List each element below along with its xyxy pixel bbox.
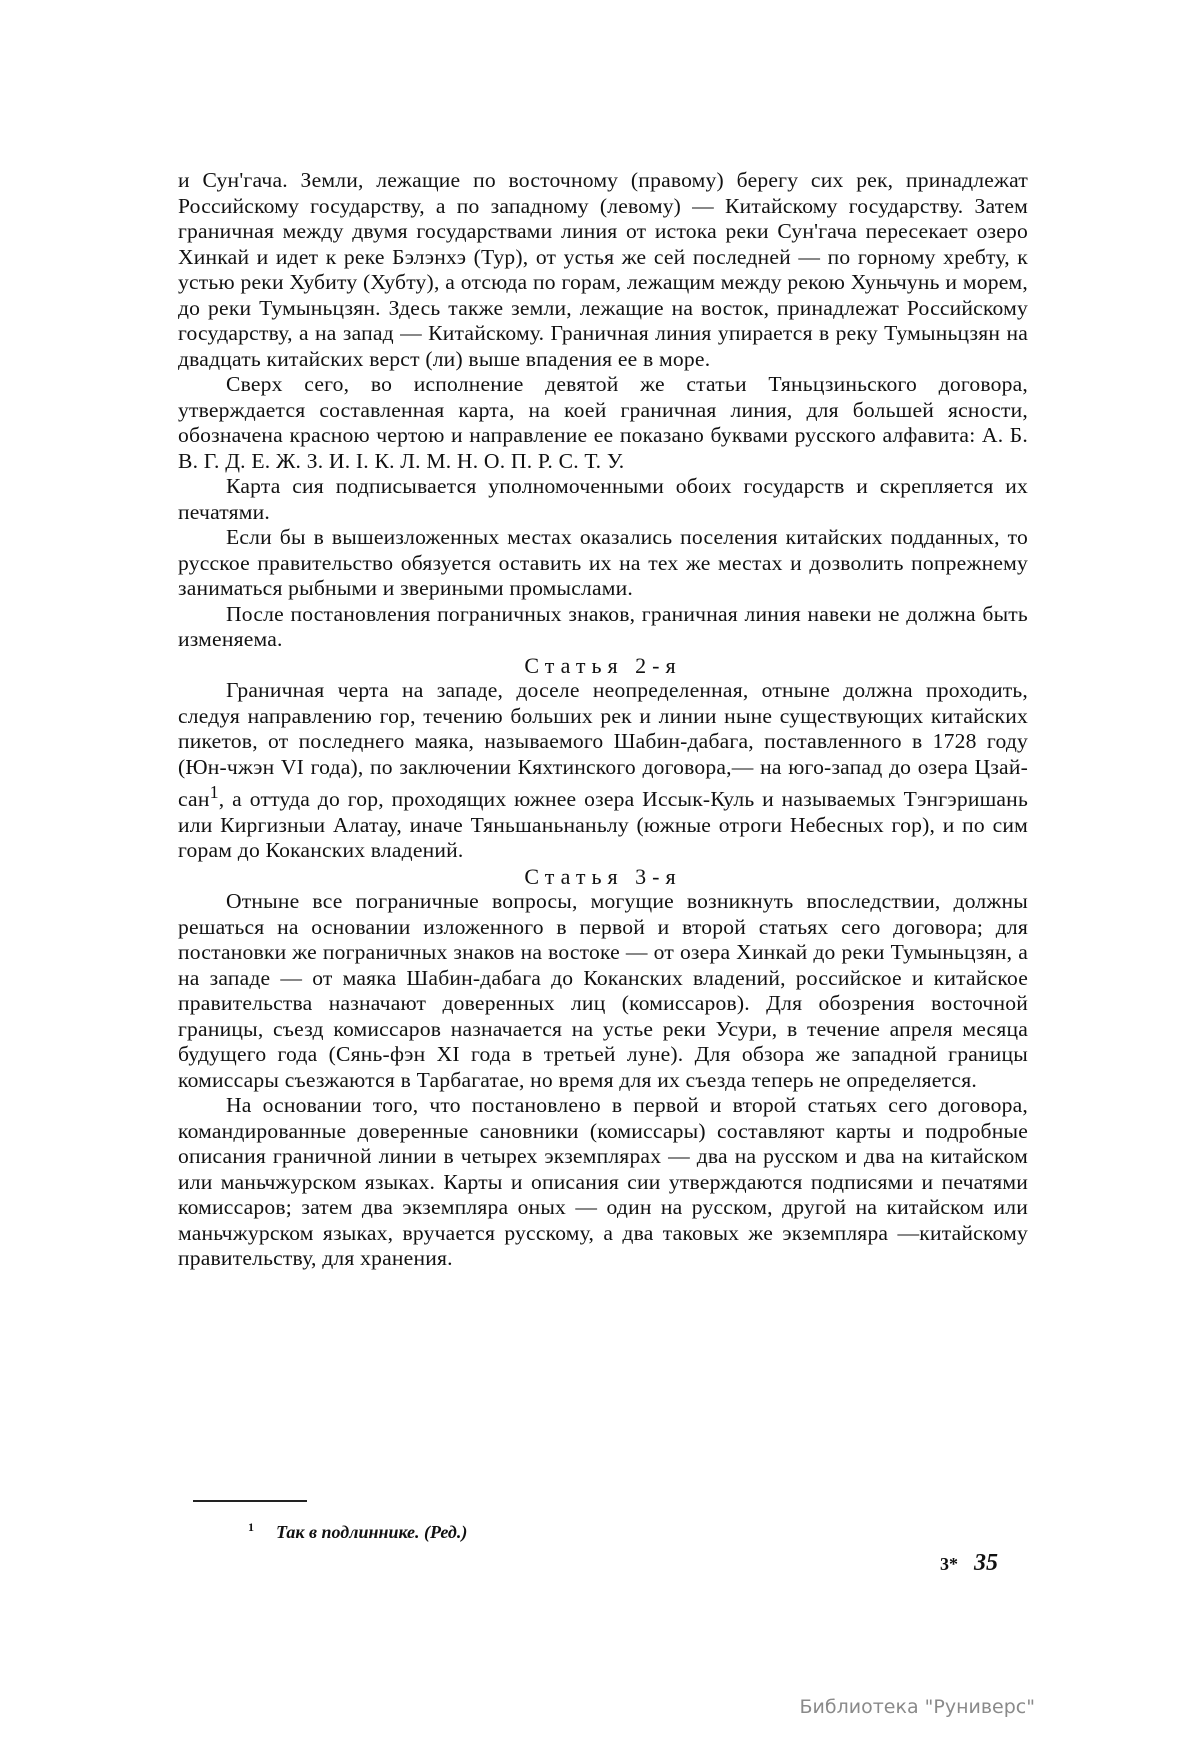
paragraph: Сверх сего, во исполнение девятой же статьи Тяньцзиньского договора, утверждается составленная карта, на коей граничная линия, для большей ясности, обозначена красною чертою и направление ее показано буквами русского алфавита: А. Б. В. Г. Д. Е. Ж. З. И. І. К. Л. М. Н. О. П. Р. С. Т. У. bbox=[178, 372, 1028, 473]
footnote-mark: 1 bbox=[248, 1520, 254, 1534]
article-2-text-start: Граничная черта на западе, доселе неопределенная, отныне должна проходить, следуя направлению гор, течению больших рек и линии ныне существующих китайских пикетов, от последнего маяка, называемого Шабин-дабага, поставленного в 1728 году (Юн-чжэн VI года), по заключении Кяхтинского договора,— на юго-запад до озера Цзай-сан bbox=[178, 678, 1028, 812]
footnote bbox=[248, 1520, 467, 1543]
article-2-heading: Статья 2-я bbox=[524, 652, 682, 678]
article-3-paragraph: На основании того, что постановлено в первой и второй статьях сего договора, командированные доверенные сановники (комиссары) составляют карты и подробные описания граничной линии в четырех экземплярах — два на русском и два на китайском или маньчжурском языках. Карты и описания сии утверждаются подписями и печатями комиссаров; затем два экземпляра оных — один на русском, другой на китайском или маньчжурском языках, вручается русскому, а два таковых же экземпляра —китайскому правительству, для хранения. bbox=[178, 1093, 1028, 1271]
footnote-reference: 1 bbox=[209, 782, 219, 802]
article-2-paragraph bbox=[178, 678, 1028, 864]
main-text bbox=[178, 168, 1028, 1272]
paragraph: Если бы в вышеизложенных местах оказались поселения китайских подданных, то русское правительство обязуется оставить их на тех же местах и дозволить попрежнему заниматься рыбными и звериными промыслами. bbox=[178, 525, 1028, 600]
page-footer bbox=[940, 1550, 998, 1577]
paragraph: После постановления пограничных знаков, граничная линия навеки не должна быть изменяема. bbox=[178, 601, 1028, 651]
footnote-divider bbox=[193, 1500, 307, 1502]
footnote-text: Так в подлиннике. (Ред.) bbox=[276, 1522, 468, 1542]
article-3-heading: Статья 3-я bbox=[524, 863, 682, 889]
page-number: 35 bbox=[974, 1550, 998, 1576]
paragraph: Карта сия подписывается уполномоченными обоих государств и скрепляется их печатями. bbox=[178, 474, 1028, 524]
signature-mark: 3* bbox=[940, 1554, 958, 1574]
article-3-paragraph: Отныне все пограничные вопросы, могущие возникнуть впоследствии, должны решаться на основании изложенного в первой и второй статьях сего договора; для постановки же пограничных знаков на востоке — от озера Хинкай до реки Тумыньцзян, а на западе — от маяка Шабин-дабага до Коканских владений, российское и китайское правительства назначают доверенных лиц (комиссаров). Для обозрения восточной границы, съезд комиссаров назначается на устье реки Усури, в течение апреля месяца будущего года (Сянь-фэн XI года в третьей луне). Для обзора же западной границы комиссары съезжаются в Тарбагатае, но время для их съезда теперь не определяется. bbox=[178, 889, 1028, 1092]
article-2-text-end: , а оттуда до гор, проходящих южнее озера Иссык-Куль и называемых Тэнгэришань или Киргизныи Алатау, иначе Тяньшаньнаньлу (южные отроги Небесных гор), и по сим горам до Коканских владений. bbox=[178, 787, 1028, 863]
library-watermark: Библиотека "Руниверс" bbox=[799, 1696, 1035, 1718]
paragraph: и Сун'гача. Земли, лежащие по восточному (правому) берегу сих рек, принадлежат Российскому государству, а по западному (левому) — Китайскому государству. Затем граничная между двумя государствами линия от истока реки Сун'гача пересекает озеро Хинкай и идет к реке Бэлэнхэ (Тур), от устья же сей последней — по горному хребту, к устью реки Хубиту (Хубту), а отсюда по горам, лежащим между рекою Хуньчунь и морем, до реки Тумыньцзян. Здесь также земли, лежащие на восток, принадлежат Российскому государству, а на запад — Китайскому. Граничная линия упирается в реку Тумыньцзян на двадцать китайских верст (ли) выше впадения ее в море. bbox=[178, 168, 1028, 371]
